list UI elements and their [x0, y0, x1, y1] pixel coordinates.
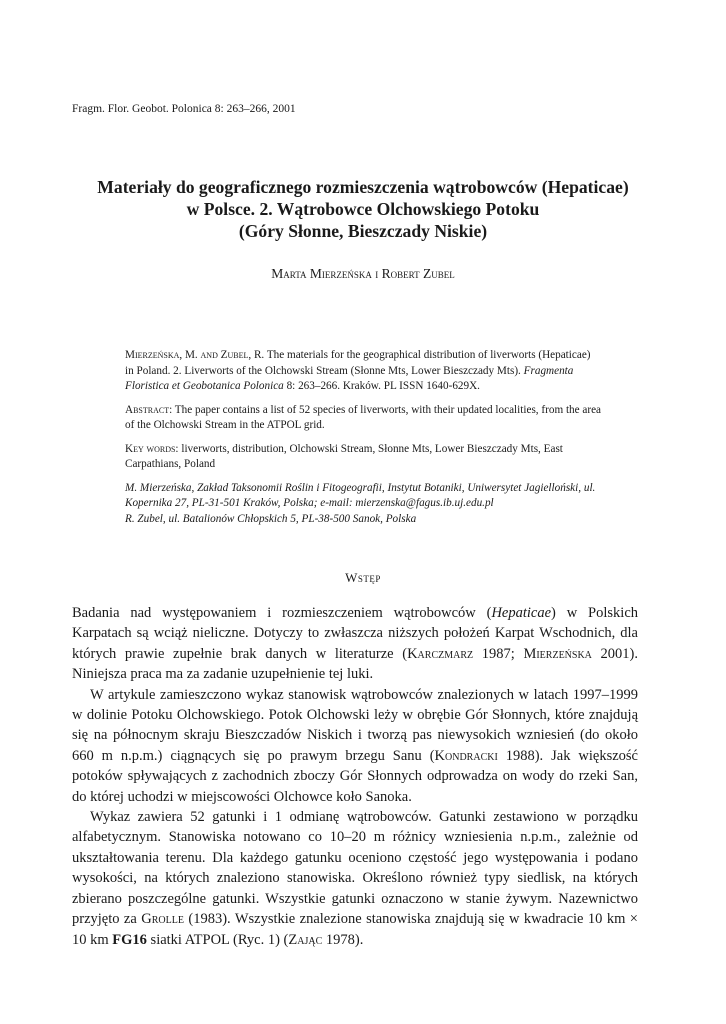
- keywords-label: Key words:: [125, 442, 179, 455]
- paragraph-1: [72, 603, 638, 685]
- p3-text-a: Wykaz zawiera 52 gatunki i 1 odmianę wątrobowców. Gatunki zestawiono w porządku alfabetycznym. Stanowiska notowano co 10–20 m różnicy wzniesienia n.p.m., zależnie od ukształtowania terenu. Dla każdego gatunku oceniono częstość jego występowania i podano wysokości, na których znaleziono stanowiska. Określono również typy siedlisk, na których zbierano poszczególne gatunki. Wszystkie gatunki oznaczono w stanie żywym. Nazewnictwo przyjęto za: [72, 809, 638, 928]
- title-line-1: Materiały do geograficznego rozmieszczenia wątrobowców (Hepaticae): [97, 177, 629, 197]
- p2-text-a: W artykule zamieszczono wykaz stanowisk wątrobowców znalezionych w latach 1997–1999 w dolinie Potoku Olchowskiego. Potok Olchowski leży w obrębie Gór Słonnych, które znajdują się na północnym skraju Bieszczadów Niskich i tworzą pas niewysokich wzniesień (do około 660 m n.p.m.) ciągnących się po prawym brzegu Sanu (: [72, 686, 638, 764]
- title-line-3: (Góry Słonne, Bieszczady Niskie): [238, 221, 488, 241]
- keywords: [125, 442, 602, 473]
- p1-text-a: Badania nad występowaniem i rozmieszczeniem wątrobowców (: [72, 605, 492, 621]
- citation-rest: 8: 263–266. Kraków. PL ISSN 1640-629X.: [283, 380, 480, 392]
- paragraph-3: [72, 807, 638, 950]
- p2-text-b: 1988). Jak większość potoków spływających z zachodnich zboczy Gór Słonnych odprowadza on wody do rzeki San, do której uchodzi w miejscowości Olchowce koło Sanoka.: [72, 747, 638, 805]
- p1-text-d: 2001). Niniejsza praca ma za zadanie uzupełnienie tej luki.: [72, 645, 639, 683]
- p2-ref-1: Kondracki: [434, 747, 498, 764]
- bibliographic-citation: [125, 348, 602, 395]
- article-title: [40, 176, 686, 242]
- p1-text-b: ) w Polskich Karpatach są wciąż nieliczne. Dotyczy to zwłaszcza niższych położeń Karpat Wschodnich, dla których prawie zupełnie brak danych w literaturze (: [72, 605, 639, 662]
- journal-citation-header: Fragm. Flor. Geobot. Polonica 8: 263–266, 2001: [72, 103, 296, 115]
- abstract-block: [125, 348, 602, 527]
- p1-ref-2: Mierzeńska: [523, 645, 592, 662]
- p3-grid-square: FG16: [112, 931, 147, 948]
- citation-journal: Fragmenta Floristica et Geobotanica Polonica: [125, 364, 574, 392]
- citation-authors: Mierzeńska, M. and Zubel, R.: [125, 349, 265, 361]
- paragraph-2: [72, 685, 638, 807]
- p1-taxon: Hepaticae: [491, 605, 552, 621]
- p1-text-c: 1987;: [473, 645, 524, 662]
- title-line-2: w Polsce. 2. Wątrobowce Olchowskiego Potoku: [186, 199, 540, 219]
- abstract-label: Abstract:: [125, 403, 173, 416]
- p1-ref-1: Karczmarz: [407, 645, 474, 662]
- p3-text-d: 1978).: [322, 931, 364, 948]
- citation-text: The materials for the geographical distribution of liverworts (Hepaticae) in Poland. 2. Liverworts of the Olchowski Stream (Słonne Mts, Lower Bieszczady Mts).: [125, 349, 591, 377]
- keywords-text: liverworts, distribution, Olchowski Stream, Słonne Mts, Lower Bieszczady Mts, East Carpathians, Poland: [125, 442, 563, 470]
- p3-text-c: siatki ATPOL (Ryc. 1) (: [146, 931, 289, 948]
- article-authors: Marta Mierzeńska i Robert Zubel: [271, 266, 455, 281]
- section-heading: Wstęp: [345, 570, 381, 585]
- p3-text-b: (1983). Wszystkie znalezione stanowiska znajdują się w kwadracie 10 km × 10 km: [72, 911, 638, 948]
- abstract: [125, 403, 602, 434]
- author-address-1: M. Mierzeńska, Zakład Taksonomii Roślin i Fitogeografii, Instytut Botaniki, Uniwersytet Jagielloński, ul. Kopernika 27, PL-31-501 Kraków, Polska; e-mail: mierzenska@fagus.ib.uj.edu.pl: [125, 481, 596, 509]
- p3-ref-2: Zając: [288, 931, 323, 948]
- p3-ref-1: Grolle: [141, 911, 184, 928]
- author-address-2: R. Zubel, ul. Batalionów Chłopskich 5, PL-38-500 Sanok, Polska: [125, 512, 417, 525]
- body-text: [72, 603, 638, 950]
- abstract-text: The paper contains a list of 52 species of liverworts, with their updated localities, from the area of the Olchowski Stream in the ATPOL grid.: [125, 403, 602, 431]
